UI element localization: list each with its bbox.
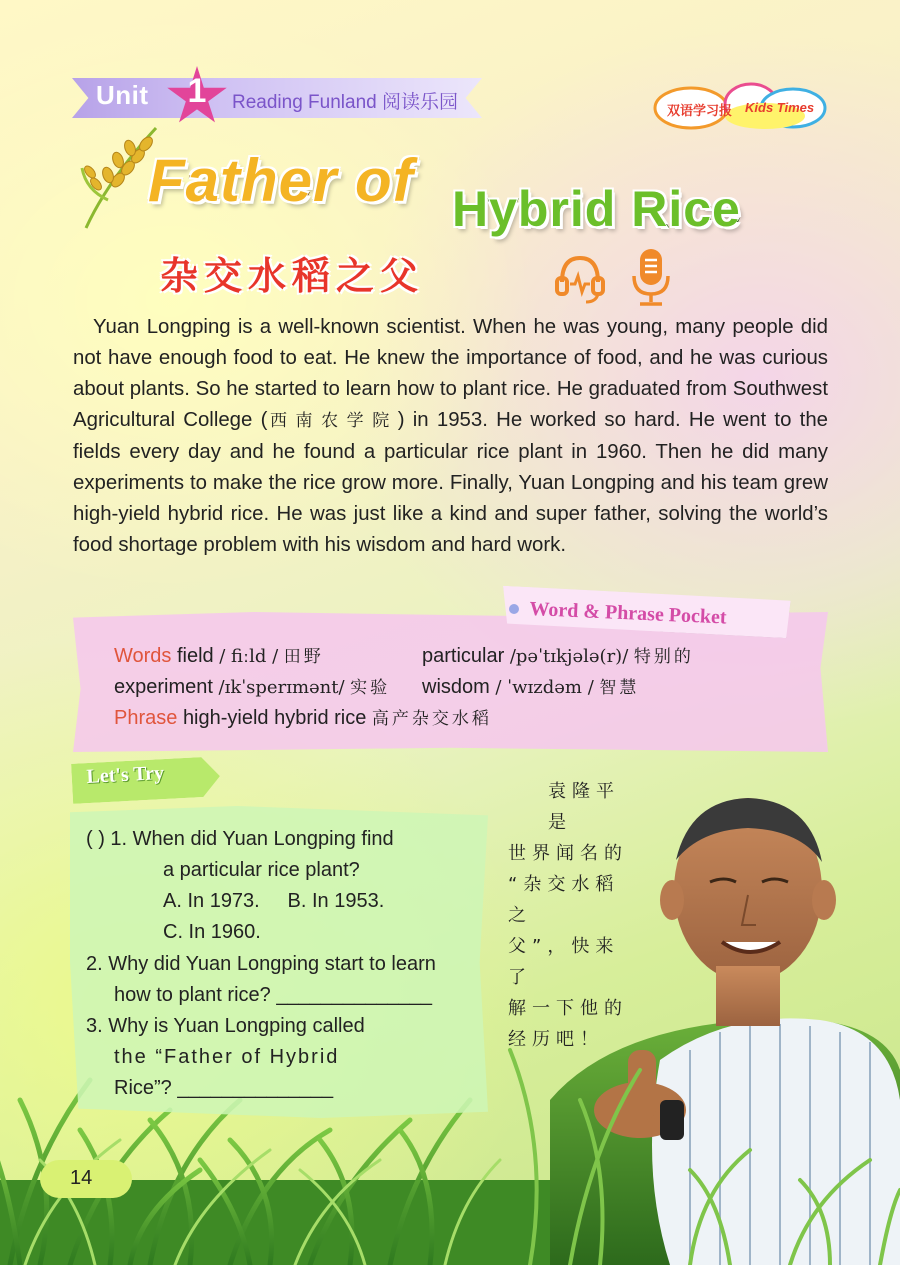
- section-label: Reading Funland 阅读乐园: [232, 92, 458, 113]
- passage-part-1: Yuan Longping is a well-known scientist. When he was young, many people did not have enough food to eat. He knew the importance of food, and he was curious about plants. So he started to learn how to plant rice. He graduated from Southwest Agricultural College (: [73, 316, 828, 431]
- question-3-line-2: the “Father of Hybrid: [114, 1046, 340, 1068]
- vocab-meaning: 实验: [350, 678, 391, 698]
- vocab-word: experiment: [114, 676, 213, 698]
- vocab-ipa: / fiːld /: [219, 646, 279, 667]
- question-1-line-2: a particular rice plant?: [163, 859, 360, 881]
- question-1-option-c: C. In 1960.: [163, 921, 261, 943]
- unit-label: Unit: [96, 80, 149, 110]
- title-line-1: Father of: [148, 147, 414, 214]
- page-number: 14: [70, 1167, 93, 1189]
- vocab-row-2: [114, 673, 390, 699]
- phrase-label: Phrase: [114, 707, 178, 729]
- pocket-title: Word & Phrase Pocket: [529, 598, 727, 629]
- question-3-line-3[interactable]: Rice”? ______________: [114, 1077, 334, 1099]
- vocab-meaning: 特别的: [633, 647, 694, 667]
- phrase-meaning: 高产杂交水稻: [371, 709, 492, 729]
- vocab-word: particular: [422, 645, 505, 667]
- note-line: 经历吧！: [508, 1029, 604, 1050]
- college-chinese-name: 西南农学院: [267, 411, 398, 431]
- bullet-icon: [509, 604, 519, 614]
- vocab-word: wisdom: [422, 676, 490, 698]
- vocab-meaning: 智慧: [599, 678, 640, 698]
- title-line-2: Hybrid Rice: [452, 181, 741, 237]
- unit-number: 1: [187, 72, 207, 110]
- headset-icon[interactable]: [552, 250, 608, 306]
- passage-part-2: ) in 1953. He worked so hard. He went to the fields every day and he found a particular rice plant in 1960. Then he did many experiments to make the rice grow more. Finally, Yuan Longping and his team grew high-yield hybrid rice. He was just like a kind and super father, solving the world’s food shortage problem with his wisdom and hard work.: [73, 409, 829, 556]
- vocab-ipa: /ɪkˈsperɪmənt/: [218, 677, 345, 698]
- question-1-options-ab: A. In 1973. B. In 1953.: [163, 890, 385, 912]
- question-1: ( ) 1. When did Yuan Longping find: [86, 828, 394, 850]
- question-3: 3. Why is Yuan Longping called: [86, 1015, 365, 1037]
- phrase-row: [114, 704, 492, 730]
- words-label: Words: [114, 645, 172, 667]
- question-2: 2. Why did Yuan Longping start to learn: [86, 953, 436, 975]
- vocab-row-1: [114, 642, 324, 668]
- logo-english-text: Kids Times: [745, 100, 815, 115]
- note-line: 父”，快来了: [508, 936, 620, 988]
- lets-try-title: Let's Try: [86, 761, 165, 788]
- vocab-ipa: /pəˈtɪkjələ(r)/: [509, 646, 629, 667]
- vocab-ipa: / ˈwɪzdəm /: [495, 677, 594, 698]
- title-chinese: 杂交水稻之父: [160, 254, 425, 298]
- vocab-meaning: 田野: [283, 647, 324, 667]
- yuan-longping-photo: [490, 770, 900, 1265]
- vocab-word: field: [176, 645, 214, 667]
- note-line: 解一下他的: [508, 998, 628, 1019]
- logo-chinese-text: 双语学习报: [667, 104, 733, 119]
- note-line: 世界闻名的: [508, 843, 628, 864]
- reading-passage: [73, 312, 828, 561]
- question-2-line-2[interactable]: how to plant rice? ______________: [114, 984, 433, 1006]
- phrase-text: high-yield hybrid rice: [182, 707, 367, 729]
- microphone-icon[interactable]: [626, 246, 676, 308]
- note-line: “杂交水稻之: [508, 874, 620, 926]
- note-line: 袁隆平是: [548, 781, 620, 833]
- vocab-row-2b: [422, 673, 639, 699]
- vocab-row-1b: [422, 642, 694, 668]
